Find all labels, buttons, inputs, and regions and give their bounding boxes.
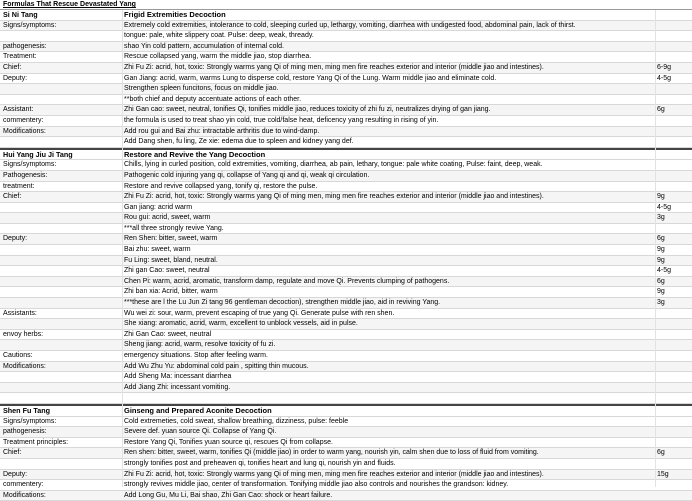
- content-cell[interactable]: Fu Ling: sweet, bland, neutral.: [124, 256, 218, 264]
- label-cell[interactable]: Modifications:: [3, 491, 46, 499]
- content-cell[interactable]: Add Wu Zhu Yu: abdominal cold pain , spitting thin mucous.: [124, 362, 309, 370]
- table-row[interactable]: [0, 74, 692, 85]
- table-row[interactable]: [0, 105, 692, 116]
- content-cell[interactable]: **both chief and deputy accentuate actions of each other.: [124, 95, 302, 103]
- dosage-cell[interactable]: 15g: [657, 470, 669, 478]
- content-cell[interactable]: Add Long Gu, Mu Li, Bai shao, Zhi Gan Cao: shock or heart failure.: [124, 491, 333, 499]
- content-cell[interactable]: Chen Pi: warm, acrid, aromatic, transform damp, regulate and move Qi. Prevents clumping of pathogens.: [124, 277, 450, 285]
- table-row[interactable]: [0, 427, 692, 438]
- label-cell[interactable]: treatment:: [3, 182, 35, 190]
- label-cell[interactable]: Modifications:: [3, 127, 46, 135]
- label-cell[interactable]: Assistants:: [3, 309, 37, 317]
- label-cell[interactable]: Deputy:: [3, 74, 28, 82]
- content-cell[interactable]: Extremely cold extremities, intolerance to cold, sleeping curled up, lethargy, vomiting, diarrhea with undigested food, abdominal pain, lack of thirst.: [124, 21, 576, 29]
- table-row[interactable]: [0, 213, 692, 224]
- dosage-cell[interactable]: 4-5g: [657, 267, 672, 275]
- table-row[interactable]: [0, 448, 692, 459]
- dosage-cell[interactable]: 3g: [657, 214, 665, 222]
- table-row[interactable]: [0, 224, 692, 235]
- content-cell[interactable]: Pathogenic cold injuring yang qi, collapse of Yang qi and qi, weak qi circulation.: [124, 171, 370, 179]
- table-row[interactable]: [0, 393, 692, 404]
- table-row[interactable]: [0, 351, 692, 362]
- table-row[interactable]: [0, 362, 692, 373]
- label-cell[interactable]: Chief:: [3, 193, 22, 201]
- table-row[interactable]: [0, 42, 692, 53]
- content-cell[interactable]: Ren shen: bitter, sweet, warm, tonifies Qi (middle jiao) in order to warm yang, nourish yin, calm shen due to loss of fluid from vomiting.: [124, 449, 539, 457]
- formula-table: [0, 10, 692, 501]
- table-row[interactable]: [0, 266, 692, 277]
- dosage-cell[interactable]: 9g: [657, 288, 665, 296]
- content-cell[interactable]: Zhi Fu Zi: acrid, hot, toxic: Strongly warms yang Qi of ming men, ming men fire reaches exterior and interior (middle jiao and intestines).: [124, 193, 544, 201]
- formula-header-row[interactable]: [0, 148, 692, 161]
- content-cell[interactable]: strongly revives middle jiao, center of transformation. Tonifying middle jiao also controls and nourishes the grandson: kidney.: [124, 481, 509, 489]
- table-row[interactable]: [0, 480, 692, 491]
- table-row[interactable]: [0, 84, 692, 95]
- label-cell[interactable]: Hui Yang Jiu Ji Tang: [3, 149, 73, 159]
- formula-header-row[interactable]: [0, 404, 692, 417]
- dosage-cell[interactable]: 9g: [657, 193, 665, 201]
- content-cell[interactable]: strongly tonifies post and preheaven qi, tonifies heart and lung qi, nourish yin and fluids.: [124, 459, 396, 467]
- table-row[interactable]: [0, 372, 692, 383]
- table-row[interactable]: [0, 491, 692, 501]
- content-cell[interactable]: Zhi Fu Zi: acrid, hot, toxic: Strongly warms yang Qi of ming men, ming men fire reaches exterior and interior (middle jiao and intestines).: [124, 470, 544, 478]
- label-cell[interactable]: Chief:: [3, 63, 22, 71]
- table-row[interactable]: [0, 52, 692, 63]
- content-cell[interactable]: Zhi Gan Cao: sweet, neutral: [124, 330, 212, 338]
- sheet-title: Formulas That Rescue Devastated Yang: [0, 0, 692, 10]
- table-row[interactable]: [0, 298, 692, 309]
- dosage-cell[interactable]: 4-5g: [657, 74, 672, 82]
- table-row[interactable]: [0, 21, 692, 32]
- table-row[interactable]: [0, 245, 692, 256]
- table-row[interactable]: [0, 234, 692, 245]
- table-row[interactable]: [0, 383, 692, 394]
- table-row[interactable]: [0, 31, 692, 42]
- content-cell[interactable]: Zhi gan Cao: sweet, neutral: [124, 267, 210, 275]
- content-cell[interactable]: Bai zhu: sweet, warm: [124, 246, 191, 254]
- label-cell[interactable]: pathogenesis:: [3, 42, 47, 50]
- content-cell[interactable]: shao Yin cold pattern, accumulation of internal cold.: [124, 42, 284, 50]
- content-cell[interactable]: Add Jiang Zhi: incessant vomiting.: [124, 383, 231, 391]
- table-row[interactable]: [0, 319, 692, 330]
- table-row[interactable]: [0, 203, 692, 214]
- table-row[interactable]: [0, 256, 692, 267]
- label-cell[interactable]: Cautions:: [3, 352, 33, 359]
- label-cell[interactable]: commentery:: [3, 116, 44, 124]
- content-cell[interactable]: She xiang: aromatic, acrid, warm, excellent to unblock vessels, aid in pulse.: [124, 320, 358, 328]
- table-row[interactable]: [0, 95, 692, 106]
- label-cell[interactable]: Signs/symptoms:: [3, 161, 57, 169]
- content-cell[interactable]: Restore and revive collapsed yang, tonify qi, restore the pulse.: [124, 182, 318, 190]
- table-row[interactable]: [0, 459, 692, 470]
- label-cell[interactable]: Si Ni Tang: [3, 10, 38, 19]
- content-cell[interactable]: ***these are l the Lu Jun Zi tang 96 gentleman decoction), strengthen middle jiao, aid in reviving Yang.: [124, 299, 441, 307]
- content-cell[interactable]: Sheng jiang: acrid, warm, resolve toxicity of fu zi.: [124, 341, 276, 349]
- content-cell[interactable]: Add rou gui and Bai zhu: intractable arthritis due to wind-damp.: [124, 127, 320, 135]
- column-divider: [122, 10, 123, 487]
- content-cell[interactable]: Frigid Extremities Decoction: [124, 10, 226, 19]
- table-row[interactable]: [0, 192, 692, 203]
- label-cell[interactable]: Assistant:: [3, 106, 34, 114]
- label-cell[interactable]: Signs/symptoms:: [3, 417, 57, 425]
- table-row[interactable]: [0, 470, 692, 481]
- content-cell[interactable]: Zhi Fu Zi: acrid, hot, toxic: Strongly warms yang Qi of ming men, ming men fire reaches exterior and interior (middle jiao and intestines).: [124, 63, 544, 71]
- dosage-cell[interactable]: 6g: [657, 235, 665, 243]
- content-cell[interactable]: Cold extremeties, cold sweat, shallow breathing, dizziness, pulse: feeble: [124, 417, 349, 425]
- dosage-cell[interactable]: 6g: [657, 106, 665, 114]
- label-cell[interactable]: pathogenesis:: [3, 428, 47, 436]
- label-cell[interactable]: Shen Fu Tang: [3, 405, 50, 415]
- content-cell[interactable]: Gan Jiang: acrid, warm, warms Lung to disperse cold, restore Yang Qi of the Lung. Warm middle jiao and eliminate cold.: [124, 74, 497, 82]
- table-row[interactable]: [0, 309, 692, 320]
- content-cell[interactable]: tongue: pale, white slippery coat. Pulse: deep, weak, thready.: [124, 32, 314, 40]
- content-cell[interactable]: Add Dang shen, fu ling, Ze xie: edema due to spleen and kidney yang def.: [124, 138, 354, 146]
- dosage-cell[interactable]: 3g: [657, 299, 665, 307]
- dosage-cell[interactable]: 4-5g: [657, 203, 672, 211]
- formula-header-row[interactable]: [0, 10, 692, 21]
- content-cell[interactable]: Rou gui: acrid, sweet, warm: [124, 214, 211, 222]
- content-cell[interactable]: Add Sheng Ma: incessant diarrhea: [124, 373, 232, 381]
- label-cell[interactable]: Modifications:: [3, 362, 46, 370]
- content-cell[interactable]: Restore Yang Qi, Tonifies yuan source qi, rescues Qi from collapse.: [124, 438, 333, 446]
- table-row[interactable]: [0, 63, 692, 74]
- content-cell[interactable]: emergency situations. Stop after feeling warm.: [124, 352, 268, 359]
- label-cell[interactable]: Signs/symptoms:: [3, 21, 57, 29]
- content-cell[interactable]: Severe def. yuan source Qi. Collapse of Yang Qi.: [124, 428, 277, 436]
- content-cell[interactable]: Gan jiang: acrid warm: [124, 203, 193, 211]
- content-cell[interactable]: Strengthen spleen funcitons, focus on middle jiao.: [124, 85, 279, 93]
- table-row[interactable]: [0, 182, 692, 193]
- content-cell[interactable]: Chills, lying in curled position, cold extremities, vomiting, diarrhea, ab pain, lethary, tongue: pale white coating, Pulse: faint, deep, weak.: [124, 161, 543, 169]
- label-cell[interactable]: envoy herbs:: [3, 330, 44, 338]
- column-divider: [655, 10, 656, 487]
- table-row[interactable]: [0, 116, 692, 127]
- label-cell[interactable]: Treatment principles:: [3, 438, 69, 446]
- table-row[interactable]: [0, 330, 692, 341]
- table-row[interactable]: [0, 438, 692, 449]
- dosage-cell[interactable]: 6g: [657, 449, 665, 457]
- label-cell[interactable]: commentery:: [3, 481, 44, 489]
- content-cell[interactable]: Zhi ban xia: Acrid, bitter, warm: [124, 288, 218, 296]
- content-cell[interactable]: Restore and Revive the Yang Decoction: [124, 149, 266, 159]
- content-cell[interactable]: ***all three strongly revive Yang.: [124, 224, 224, 232]
- label-cell[interactable]: Chief:: [3, 449, 22, 457]
- table-row[interactable]: [0, 340, 692, 351]
- table-row[interactable]: [0, 160, 692, 171]
- dosage-cell[interactable]: 6-9g: [657, 63, 672, 71]
- label-cell[interactable]: Deputy:: [3, 470, 28, 478]
- table-row[interactable]: [0, 417, 692, 428]
- content-cell[interactable]: Ren Shen: bitter, sweet, warm: [124, 235, 218, 243]
- content-cell[interactable]: Zhi Gan cao: sweet, neutral, tonifies Qi, tonifies middle jiao, reduces toxicity of zhi fu zi, neutralizes drying of gan jiang.: [124, 106, 491, 114]
- label-cell[interactable]: Treatment:: [3, 53, 37, 61]
- label-cell[interactable]: Pathogenesis:: [3, 171, 48, 179]
- label-cell[interactable]: Deputy:: [3, 235, 28, 243]
- dosage-cell[interactable]: 6g: [657, 277, 665, 285]
- content-cell[interactable]: Wu wei zi: sour, warm, prevent escaping of true yang Qi. Generate pulse with ren shen.: [124, 309, 395, 317]
- table-row[interactable]: [0, 287, 692, 298]
- table-row[interactable]: [0, 127, 692, 138]
- table-row[interactable]: [0, 137, 692, 148]
- table-row[interactable]: [0, 277, 692, 288]
- dosage-cell[interactable]: 9g: [657, 256, 665, 264]
- table-row[interactable]: [0, 171, 692, 182]
- content-cell[interactable]: Rescue collapsed yang, warm the middle jiao, stop diarrhea.: [124, 53, 312, 61]
- dosage-cell[interactable]: 9g: [657, 246, 665, 254]
- content-cell[interactable]: Ginseng and Prepared Aconite Decoction: [124, 405, 272, 415]
- content-cell[interactable]: the formula is used to treat shao yin cold, true cold/false heat, deficency yang resulting in rising of yin.: [124, 116, 439, 124]
